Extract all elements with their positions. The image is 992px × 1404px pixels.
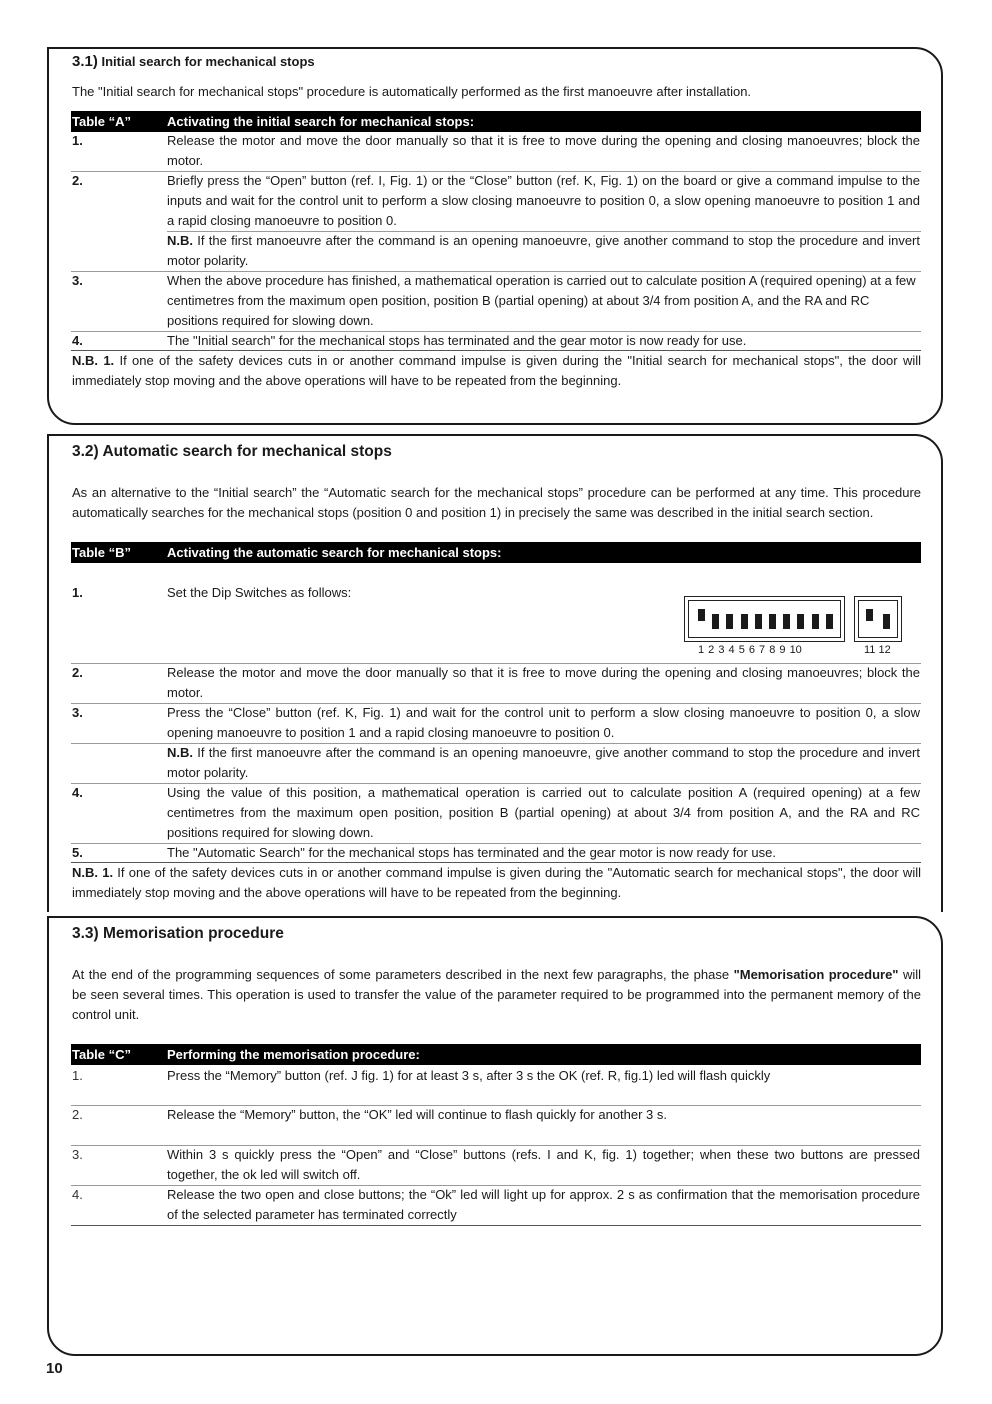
step-number: 4. (72, 785, 83, 800)
table-c-header (71, 1044, 921, 1065)
dip-switch-block-11-12 (854, 596, 902, 642)
dip-switch-8 (797, 614, 804, 629)
step-text: Using the value of this position, a mathematical operation is carried out to calculate position A (required opening) at a few centimetres from the maximum open position, position B (partial opening) at about 3/4 from position A, and the RA and RC positions required for slowing down. (167, 785, 920, 840)
step-text: Set the Dip Switches as follows: (167, 585, 352, 600)
step-number: 2. (72, 665, 83, 680)
page-number: 10 (46, 1360, 63, 1377)
nb-label: N.B. (167, 233, 193, 248)
section-number: 3.1) (72, 53, 98, 70)
note-label: N.B. 1. (72, 353, 115, 368)
step-text: The "Automatic Search" for the mechanical stops has terminated and the gear motor is now ready for use. (167, 845, 776, 860)
step-text (167, 231, 920, 271)
step-text: Press the “Memory” button (ref. J fig. 1) for at least 3 s, after 3 s the OK (ref. R, fig.1) led will flash quickly (167, 1068, 771, 1083)
dip-switch-1 (698, 609, 705, 621)
section-title-3-1 (72, 53, 315, 70)
row-divider (71, 1225, 921, 1226)
step-number: 2. (72, 173, 83, 188)
dip-switch-11 (866, 609, 873, 621)
section-intro-3-3 (72, 965, 921, 1025)
intro-bold-text: "Memorisation procedure" (733, 967, 899, 982)
step-number: 4. (72, 333, 83, 348)
dip-switch-7 (783, 614, 790, 629)
dip-switch-3 (726, 614, 733, 629)
step-text (167, 743, 920, 783)
table-label: Table “B” (72, 545, 131, 560)
note-label: N.B. 1. (72, 865, 114, 880)
note-text: If one of the safety devices cuts in or another command impulse is given during the "Initial search for mechanical stops", the door will immediately stop moving and the above operations will have to be repeated from the beginning. (72, 353, 921, 388)
note-3-2 (72, 863, 921, 903)
step-number: 3. (72, 705, 83, 720)
step-number: 5. (72, 845, 83, 860)
section-intro-3-2: As an alternative to the “Initial search” the “Automatic search for the mechanical stops” procedure can be performed at any time. This procedure automatically searches for the mechanical stops (position 0 and position 1) in precisely the same was described in the initial search section. (72, 485, 921, 520)
dip-switch-6 (769, 614, 776, 629)
step-number: 1. (72, 585, 83, 600)
step-number: 2. (72, 1107, 83, 1122)
note-text: If one of the safety devices cuts in or another command impulse is given during the "Automatic search for mechanical stops", the door will immediately stop moving and the above operations will have to be repeated from the beginning. (72, 865, 921, 900)
dip-switch-9 (812, 614, 819, 629)
step-text: Release the motor and move the door manually so that it is free to move during the opening and closing manoeuvres; block the motor. (167, 133, 920, 168)
dip-switch-12 (883, 614, 890, 629)
step-text: Within 3 s quickly press the “Open” and “Close” buttons (refs. I and K, fig. 1) together; when these two buttons are pressed together, the ok led will switch off. (167, 1147, 920, 1182)
step-text: Release the motor and move the door manually so that it is free to move during the opening and closing manoeuvres; block the motor. (167, 665, 920, 700)
table-a-header (71, 111, 921, 132)
step-number: 4. (72, 1187, 83, 1202)
table-b-header (71, 542, 921, 563)
dip-switch-2 (712, 614, 719, 629)
nb-label: N.B. (167, 745, 193, 760)
step-text: Briefly press the “Open” button (ref. I, Fig. 1) or the “Close” button (ref. K, Fig. 1) on the board or give a command impulse to the inputs and wait for the control unit to perform a slow closing manoeuvre to position 0, a slow opening manoeuvre to position 1 and a rapid closing manoeuvre to position 0. (167, 173, 920, 228)
section-title-3-3: 3.3) Memorisation procedure (72, 925, 284, 942)
dip-switch-block-1-10 (684, 596, 845, 642)
step-text: When the above procedure has finished, a mathematical operation is carried out to calculate position A (required opening) at a few centimetres from the maximum open position, position B (partial opening) at about 3/4 from position A, and the RA and RC positions required for slowing down. (167, 273, 916, 328)
step-text: The "Initial search" for the mechanical stops has terminated and the gear motor is now ready for use. (167, 333, 747, 348)
intro-text: will be seen several times. This operation is used to transfer the value of the parameter required to be programmed into the permanent memory of the control unit. (72, 967, 921, 1022)
dip-switch-4 (741, 614, 748, 629)
table-title: Activating the automatic search for mechanical stops: (167, 545, 502, 560)
dip-switch-5 (755, 614, 762, 629)
nb-text: If the first manoeuvre after the command is an opening manoeuvre, give another command to stop the procedure and invert motor polarity. (167, 745, 920, 780)
section-intro-3-1: The "Initial search for mechanical stops" procedure is automatically performed as the first manoeuvre after installation. (72, 84, 752, 99)
step-number: 1. (72, 133, 83, 148)
table-title: Activating the initial search for mechanical stops: (167, 114, 475, 129)
step-text: Press the “Close” button (ref. K, Fig. 1) and wait for the control unit to perform a slow closing manoeuvre to position 0, a slow opening manoeuvre to position 1 and a rapid closing manoeuvre to position 0. (167, 705, 920, 740)
table-label: Table “C” (72, 1047, 131, 1062)
dip-switch-numbers-11-12: 11 12 (864, 644, 891, 656)
step-number: 3. (72, 1147, 83, 1162)
dip-switch-numbers-1-10: 1 2 3 4 5 6 7 8 9 10 (698, 644, 802, 656)
section-title-3-2: 3.2) Automatic search for mechanical stops (72, 443, 392, 460)
step-text: Release the “Memory” button, the “OK” led will continue to flash quickly for another 3 s. (167, 1107, 668, 1122)
intro-text: At the end of the programming sequences of some parameters described in the next few paragraphs, the phase (72, 967, 734, 982)
step-text: Release the two open and close buttons; the “Ok” led will light up for approx. 2 s as confirmation that the memorisation procedure of the selected parameter has terminated correctly (167, 1187, 920, 1222)
section-title-text: Initial search for mechanical stops (101, 54, 315, 69)
step-number: 3. (72, 273, 83, 288)
dip-switch-10 (826, 614, 833, 629)
table-title: Performing the memorisation procedure: (167, 1047, 420, 1062)
note-3-1 (72, 351, 921, 391)
nb-text: If the first manoeuvre after the command is an opening manoeuvre, give another command to stop the procedure and invert motor polarity. (167, 233, 920, 268)
table-label: Table “A” (72, 114, 131, 129)
step-number: 1. (72, 1068, 83, 1083)
